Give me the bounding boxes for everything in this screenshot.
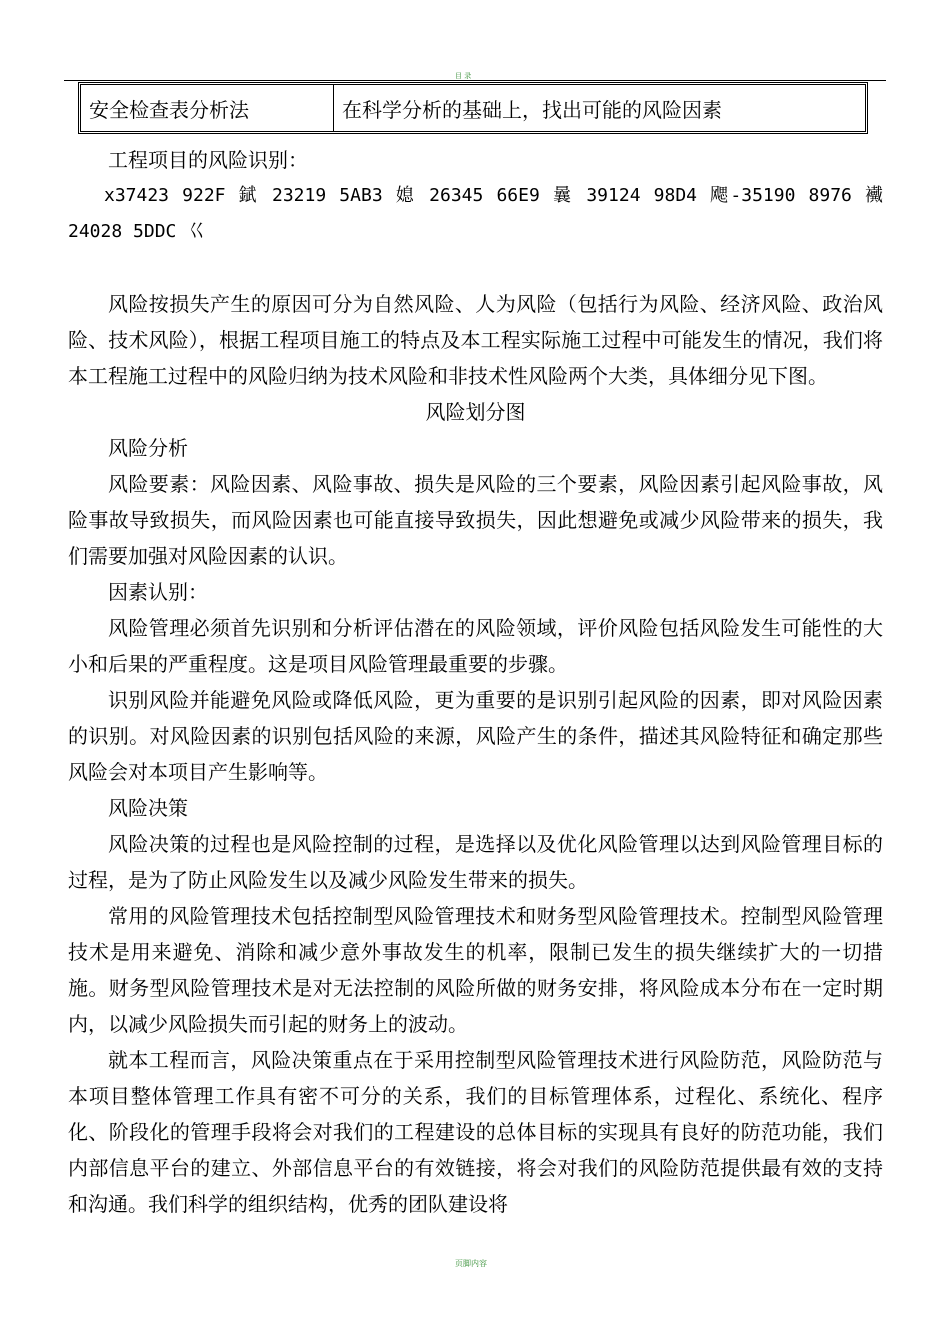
paragraph-identify-factors: 识别风险并能避免风险或降低风险，更为重要的是识别引起风险的因素，即对风险因素的识别。对风险因素的识别包括风险的来源，风险产生的条件，描述其风险特征和确定那些风险会对本项目产生影响等。 <box>68 688 883 784</box>
paragraph-project-decision: 就本工程而言，风险决策重点在于采用控制型风险管理技术进行风险防范，风险防范与本项目整体管理工作具有密不可分的关系，我们的目标管理体系，过程化、系统化、程序化、阶段化的管理手段将会对我们的工程建设的总体目标的实现具有良好的防范功能，我们内部信息平台的建立、外部信息平台的有效链接，将会对我们的风险防范提供最有效的支持和沟通。我们科学的组织结构，优秀的团队建设将 <box>68 1048 883 1216</box>
document-body <box>68 142 883 1222</box>
paragraph-risk-classification: 风险按损失产生的原因可分为自然风险、人为风险（包括行为风险、经济风险、政治风险、技术风险），根据工程项目施工的特点及本工程实际施工过程中可能发生的情况，我们将本工程施工过程中的风险归纳为技术风险和非技术性风险两个大类，具体细分见下图。 <box>68 292 883 388</box>
spacer <box>68 250 883 286</box>
paragraph-decision-process: 风险决策的过程也是风险控制的过程，是选择以及优化风险管理以达到风险管理目标的过程，是为了防止风险发生以及减少风险发生带来的损失。 <box>68 832 883 892</box>
header-rule <box>64 80 886 81</box>
paragraph-risk-elements: 风险要素：风险因素、风险事故、损失是风险的三个要素，风险因素引起风险事故，风险事故导致损失，而风险因素也可能直接导致损失，因此想避免或减少风险带来的损失，我们需要加强对风险因素的认识。 <box>68 472 883 568</box>
header-mark: 目 录 <box>455 72 472 80</box>
footer-mark: 页脚内容 <box>455 1259 487 1268</box>
heading-risk-analysis: 风险分析 <box>108 436 188 460</box>
methods-table <box>78 82 868 134</box>
figure-caption: 风险划分图 <box>425 400 526 424</box>
table-row <box>81 85 865 131</box>
paragraph-risk-management: 风险管理必须首先识别和分析评估潜在的风险领域，评价风险包括风险发生可能性的大小和后果的严重程度。这是项目风险管理最重要的步骤。 <box>68 616 883 676</box>
paragraph-management-techniques: 常用的风险管理技术包括控制型风险管理技术和财务型风险管理技术。控制型风险管理技术是用来避免、消除和减少意外事故发生的机率，限制已发生的损失继续扩大的一切措施。财务型风险管理技术是对无法控制的风险所做的财务安排，将风险成本分布在一定时期内，以减少风险损失而引起的财务上的波动。 <box>68 904 883 1036</box>
paragraph-risk-identification-title: 工程项目的风险识别： <box>108 148 308 172</box>
paragraph-garbled-code: x37423 922F 錻 23219 5AB3 媳 26345 66E9 曩 39124 98D4 飔-35190 8976 襶 24028 5DDC 巜 <box>68 185 883 242</box>
heading-factor-identification: 因素认别： <box>108 580 208 604</box>
heading-risk-decision: 风险决策 <box>108 796 188 820</box>
table-cell-description: 在科学分析的基础上，找出可能的风险因素 <box>342 97 722 122</box>
table-cell-method: 安全检查表分析法 <box>81 85 334 131</box>
